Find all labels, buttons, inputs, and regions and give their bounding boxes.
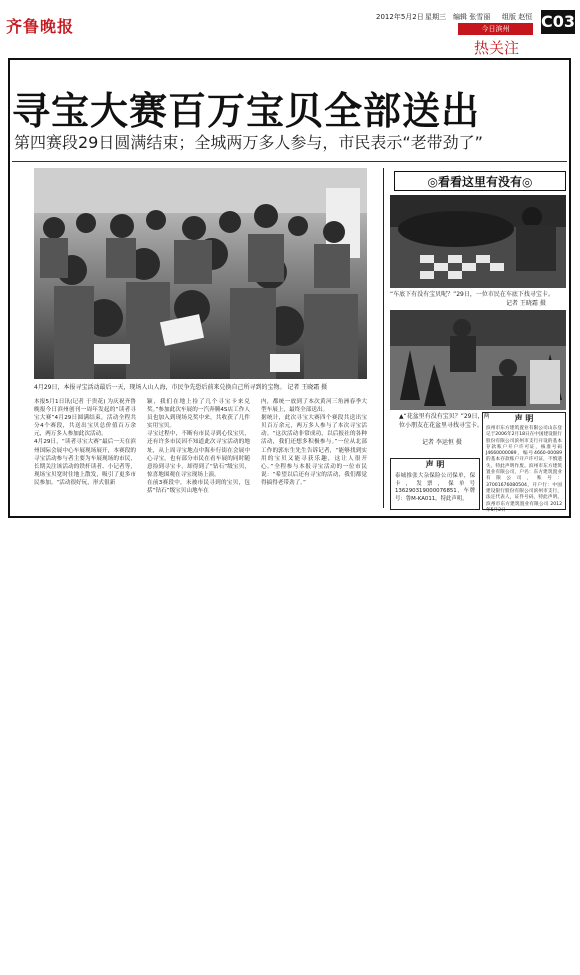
divider	[12, 161, 567, 162]
section-title: 热关注	[474, 39, 520, 57]
newspaper-logo: 齐鲁晚报	[6, 17, 75, 36]
notice-title-2: 声 明	[514, 414, 534, 423]
notice-title-1: 声 明	[425, 460, 445, 469]
article-column-2: 颖，我们在地上捡了几个寻宝卡来兑奖。”参加此次车展的一汽奔腾4S店工作人员也加入到现场兑奖中来，共收获了几件实用宝贝。 寻宝过程中，不断有市民寻到心仪宝贝，还有许多市民因不知道此次寻宝活动的地址，从上周寻宝地点中海步行街在会展中心寻宝，也有部分市民在看车展的同时随意捡到寻宝卡，却得到了“钻石”级宝贝，惊喜地围观在寻宝现场上演。 在前3赛段中，未被市民寻到的宝贝，包括“钻石”级宝贝山地车在	[147, 399, 250, 495]
sidebar-photo-flowerpot-credit: 记者 李运恒 摄	[422, 439, 462, 446]
sidebar-photo-car	[390, 195, 566, 288]
main-photo-caption: 4月29日，本报寻宝活动最后一天，现场人山人海，市民争先恐后前来兑换自己所寻到的宝物。 记者 王晓霜 摄	[34, 384, 328, 391]
notice-box-1	[390, 458, 480, 510]
main-photo	[34, 168, 367, 379]
notice-text-2: 滨州市东方建筑置业有限公司山东登记于2006年2月18日在中国建设银行股份有限公司滨州市支行开设的基本存款账户开户许可证，核准号码J4660000089，编号4660-00089的基本存款账户开户许可证，不慎遗失，特此声明作废。滨州市东方建筑置业有限公司，户名：东方建筑置业有限公司，账号：37001676080504，开户行：中国建设银行股份有限公司滨州市支行，法定代表人，证件号码，特此声明。滨州市东方建筑置业有限公司 2012年5月2日	[486, 426, 562, 513]
column-divider	[383, 168, 384, 508]
sidebar-title: ◎看看这里有没有◎	[394, 171, 566, 191]
article-column-3: 内，都统一放到了本次黄河三角洲春季大型车展上，最终全部送出。 据统计，此次寻宝大赛四个赛段共送出宝贝百万余元，两万多人参与了本次寻宝活动。“这次活动非常成功，以后报社的各种活动，我们还想多积极参与。”一位从北部工作的郭东生先生告诉记者，“能够找到实用的宝贝又能寻获乐趣，这让人很开心。”全程参与本报寻宝活动的一位市民说：“希望以后还有寻宝的活动，我们都觉得搞得老带劲了。”	[261, 399, 367, 486]
editor-credit: 编辑 张雪丽	[453, 13, 491, 21]
designer-credit: 组版 赵恒	[502, 13, 533, 21]
sidebar-photo-flowerpot-caption: ▲“花盆里有没有宝贝？”29日，两位小朋友在花盆里寻找寻宝卡。	[399, 413, 490, 429]
sidebar-photo-car-credit: 记者 王晓霜 摄	[506, 300, 546, 307]
page-number-badge: C03	[541, 10, 575, 34]
edition-label: 今日滨州	[458, 23, 533, 35]
headline: 寻宝大赛百万宝贝全部送出	[12, 89, 481, 133]
car-search-image	[390, 195, 566, 288]
flowerpot-search-image	[390, 310, 566, 410]
sidebar-photo-flowerpot	[390, 310, 566, 410]
notice-text-1: 泰城推张大杂保险公司保单，保卡，发票，保单号136290319000076851，车牌号：鲁M-KA011，特此声明。	[395, 473, 475, 502]
subheadline: 第四赛段29日圆满结束；全城两万多人参与，市民表示“老带劲了”	[14, 133, 483, 152]
issue-weekday: 星期三	[425, 13, 446, 21]
sidebar-photo-car-caption: “车底下有没有宝贝呢？”29日，一位市民在车底下找寻宝卡。	[390, 291, 554, 298]
article-column-1: 本报5月1日讯(记者 于贵花) 为庆祝齐鲁晚报今日滨州创刊一周年发起的“读者寻宝大赛”4月29日圆满结束，活动全程共分4个赛段，共送出宝贝总价值百万余元，两万多人参加此次活动。 4月29日，“读者寻宝大赛”最后一天在滨州国际会展中心车展现场展开，本赛段的寻宝活动参与者主要为车展现场的市民，长期关注该活动的铁杆读者、小记者等，现场宝贝宽时往地上散发，吸引了更多市民参加。“活动很好玩，形式很新	[34, 399, 136, 486]
notice-box-2	[482, 412, 566, 513]
crowd-photo-image	[34, 168, 367, 379]
issue-date: 2012年5月2日	[376, 13, 424, 21]
